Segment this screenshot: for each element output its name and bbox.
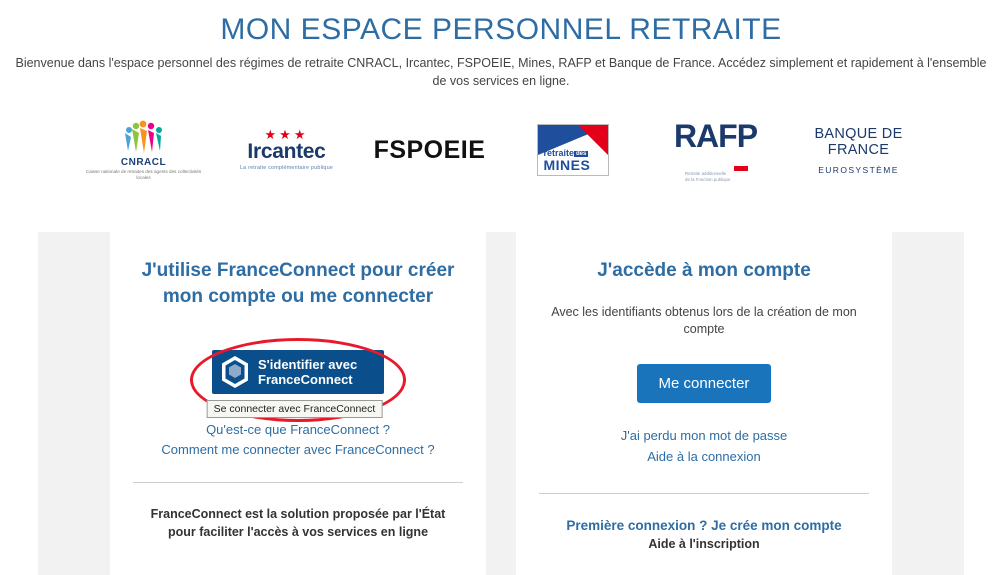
link-what-is-franceconnect[interactable]: Qu'est-ce que FranceConnect ? bbox=[206, 422, 390, 437]
franceconnect-login-button[interactable] bbox=[212, 350, 384, 394]
logo-banque-de-france bbox=[796, 110, 921, 190]
rafp-accent-bar bbox=[734, 166, 748, 171]
cnracl-figures-icon bbox=[122, 119, 166, 155]
account-paragraph: Avec les identifiants obtenus lors de la création de mon compte bbox=[551, 305, 857, 336]
link-connection-help[interactable]: Aide à la connexion bbox=[647, 449, 761, 464]
fspoeie-name: FSPOEIE bbox=[373, 135, 486, 164]
link-lost-password[interactable]: J'ai perdu mon mot de passe bbox=[620, 428, 788, 443]
account-heading: J'accède à mon compte bbox=[597, 260, 811, 281]
franceconnect-column bbox=[110, 232, 486, 575]
page-root bbox=[0, 10, 1002, 575]
franceconnect-button-line2: FranceConnect bbox=[258, 372, 353, 387]
connect-button[interactable]: Me connecter bbox=[637, 364, 772, 403]
cnracl-tagline: Caisse nationale de retraites des agents des collectivités locales bbox=[85, 169, 202, 180]
mines-mark-icon bbox=[537, 124, 609, 176]
logo-fspoeie bbox=[367, 110, 492, 190]
left-divider bbox=[133, 482, 463, 483]
franceconnect-tooltip: Se connecter avec FranceConnect bbox=[207, 400, 383, 418]
logo-cnracl bbox=[81, 110, 206, 190]
logo-mines bbox=[510, 110, 635, 190]
account-links bbox=[516, 425, 892, 467]
bdf-subtitle: EUROSYSTÈME bbox=[818, 164, 899, 175]
rafp-tagline: Retraite additionnelle de la Fonction publique bbox=[685, 171, 731, 182]
partner-logos bbox=[0, 106, 1002, 194]
link-create-account[interactable]: Première connexion ? Je crée mon compte bbox=[566, 518, 842, 533]
ircantec-stars-icon: ★★★ bbox=[264, 126, 309, 142]
franceconnect-button-area bbox=[110, 338, 486, 458]
ircantec-name: Ircantec bbox=[247, 139, 326, 163]
ircantec-tagline: La retraite complémentaire publique bbox=[239, 164, 333, 171]
right-divider bbox=[539, 493, 869, 494]
link-registration-help[interactable]: Aide à l'inscription bbox=[648, 537, 760, 551]
mines-line1: retraite bbox=[543, 148, 575, 158]
logo-ircantec bbox=[224, 110, 349, 190]
page-title: MON ESPACE PERSONNEL RETRAITE bbox=[220, 13, 782, 46]
franceconnect-button-line1: S'identifier avec bbox=[258, 357, 358, 372]
page-subtitle: Bienvenue dans l'espace personnel des régimes de retraite CNRACL, Ircantec, FSPOEIE, Mines, RAFP et Banque de France. Accédez simplement et rapidement à l'ensemble de vos services en ligne. bbox=[15, 56, 987, 88]
bdf-name: BANQUE DE FRANCE bbox=[814, 125, 903, 158]
account-column bbox=[516, 232, 892, 575]
login-panel bbox=[38, 232, 964, 575]
cnracl-name: CNRACL bbox=[120, 157, 167, 168]
mines-line2: MINES bbox=[543, 157, 591, 173]
mines-badge: des bbox=[576, 150, 587, 157]
franceconnect-hexagon-icon bbox=[220, 355, 250, 389]
rafp-name: RAFP bbox=[673, 118, 758, 155]
franceconnect-footer-note: FranceConnect est la solution proposée par l'État pour faciliter l'accès à vos services en ligne bbox=[150, 507, 446, 539]
franceconnect-heading: J'utilise FranceConnect pour créer mon compte ou me connecter bbox=[141, 260, 455, 307]
logo-rafp bbox=[653, 110, 778, 190]
franceconnect-links bbox=[110, 420, 486, 460]
link-how-to-connect-franceconnect[interactable]: Comment me connecter avec FranceConnect ? bbox=[161, 442, 435, 457]
